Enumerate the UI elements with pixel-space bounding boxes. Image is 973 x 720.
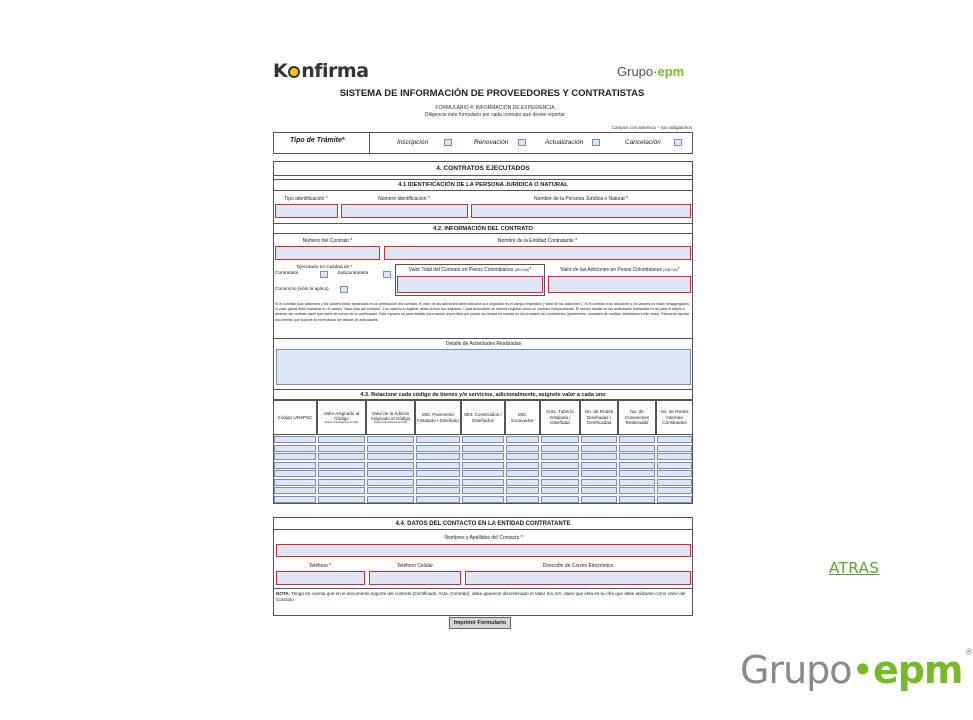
tramite-actualizacion-checkbox[interactable] xyxy=(592,139,600,146)
table-cell-input[interactable] xyxy=(541,462,579,469)
numero-contrato-label: Número del Contrato * xyxy=(302,238,353,244)
table-cell-input[interactable] xyxy=(541,496,579,503)
table-cell-input[interactable] xyxy=(416,436,460,443)
table-cell-input[interactable] xyxy=(541,436,579,443)
table-cell-input[interactable] xyxy=(506,479,539,486)
section-4-title: 4. CONTRATOS EJECUTADOS xyxy=(273,161,693,176)
table-header-label: No. de Redes Diseñadas / Certificadas xyxy=(584,409,614,426)
table-cell-input[interactable] xyxy=(274,462,316,469)
print-form-button[interactable]: Imprimir Formulario xyxy=(449,617,511,629)
valor-adiciones-label: Valor de las Adiciones en Pesos Colombianos (SIN IVA)* xyxy=(560,267,680,273)
table-cell-input[interactable] xyxy=(506,436,539,443)
table-cell-input[interactable] xyxy=(619,496,655,503)
divider xyxy=(273,588,693,589)
table-cell-input[interactable] xyxy=(619,470,655,477)
ejecutado-label: Ejecutado en Calidad de * xyxy=(297,265,353,270)
valor-total-label: Valor Total del Contrato en Pesos Colombianos (SIN IVA)* xyxy=(408,267,532,273)
entidad-contratante-field[interactable] xyxy=(384,246,691,260)
tramite-renovacion-checkbox[interactable] xyxy=(518,139,526,146)
table-cell-input[interactable] xyxy=(462,453,504,460)
tramite-option-label: Cancelación xyxy=(625,139,661,146)
konfirma-logo-ring xyxy=(288,66,300,78)
table-header-cell xyxy=(415,400,461,435)
tramite-cancelacion-checkbox[interactable] xyxy=(674,139,682,146)
table-header-cell xyxy=(618,400,656,435)
table-cell-input[interactable] xyxy=(619,453,655,460)
table-cell-input[interactable] xyxy=(462,436,504,443)
valor-adiciones-field[interactable] xyxy=(548,276,691,293)
table-cell-input[interactable] xyxy=(506,487,539,494)
table-cell-input[interactable] xyxy=(367,445,414,452)
table-cell-input[interactable] xyxy=(462,496,504,503)
table-cell-input[interactable] xyxy=(318,453,365,460)
table-header-label: Mt3. Construidos / Diseñados xyxy=(464,412,502,423)
form-title: SISTEMA DE INFORMACIÓN DE PROVEEDORES Y CONTRATISTAS xyxy=(339,88,645,99)
grupo-epm-small-logo: Grupo·epm xyxy=(617,64,685,79)
table-cell-input[interactable] xyxy=(367,462,414,469)
table-cell-input[interactable] xyxy=(274,496,316,503)
table-cell-input[interactable] xyxy=(657,436,692,443)
telefono-field[interactable] xyxy=(276,571,365,585)
table-header-label: No. de Conexiones Realizadas xyxy=(624,409,650,426)
table-cell-input[interactable] xyxy=(506,496,539,503)
table-cell-input[interactable] xyxy=(506,462,539,469)
table-header-label: Valor de la Adición Asignado al Código xyxy=(370,410,411,421)
table-header-cell xyxy=(273,400,317,435)
adiciones-instructions: Si el contrato tuvo adiciones y los valores están separados en la certificación del contrato, el valor de las adiciones debe indicarse por separado en el campo respectivo ("valor de las adiciones"). Si el contrato tuvo adiciones y los valores no están desagregados, el valor global debe indicarse en el campo "valor total del contrato". Los valores a registrar deben incluir los reajustes. Cada renovación se deberá registrar como un contrato independiente. El campo detalle de las actividades realizadas no es para el objeto o alcance del contrato dado que estos se toman de la certificación. Este espacio es para detallar información específica que pueda ser tenida en cuenta en los procesos de contratación (parámetros, unidades de medida, cantidades entre otras). Recuerde aportar documento que soporte la información del detalle de actividades. xyxy=(275,302,690,322)
tramite-option-label: Actualización xyxy=(545,139,584,146)
table-cell-input[interactable] xyxy=(367,470,414,477)
table-cell-input[interactable] xyxy=(541,479,579,486)
correo-label: Dirección de Correo Electrónico xyxy=(542,563,614,569)
consorcio-checkbox[interactable] xyxy=(340,286,348,293)
table-cell-input[interactable] xyxy=(657,453,692,460)
table-cell-input[interactable] xyxy=(619,445,655,452)
table-header-subnote: Pesos Colombianos (sin IVA) xyxy=(324,421,359,425)
nombre-contacto-field[interactable] xyxy=(276,544,691,557)
valor-total-field[interactable] xyxy=(397,276,543,293)
tramite-option-label: Renovación xyxy=(474,139,509,146)
table-header-cell xyxy=(317,400,366,435)
tramite-option-label: Inscripción xyxy=(397,139,429,146)
table-cell-input[interactable] xyxy=(318,496,365,503)
table-header-cell xyxy=(580,400,618,435)
form-name: FORMULARIO 4: INFORMACIÓN DE EXPERIENCIA xyxy=(435,105,555,111)
table-cell-input[interactable] xyxy=(462,445,504,452)
table-cell-input[interactable] xyxy=(367,453,414,460)
telefono-label: Teléfono * xyxy=(308,563,332,569)
table-cell-input[interactable] xyxy=(274,436,316,443)
telefono-celular-label: Teléfono Celular xyxy=(396,563,434,569)
table-cell-input[interactable] xyxy=(318,445,365,452)
table-cell-input[interactable] xyxy=(657,479,692,486)
table-cell-input[interactable] xyxy=(581,487,617,494)
tipo-identificacion-field[interactable] xyxy=(275,204,338,218)
table-cell-input[interactable] xyxy=(274,445,316,452)
table-cell-input[interactable] xyxy=(416,479,460,486)
table-cell-input[interactable] xyxy=(416,487,460,494)
table-cell-input[interactable] xyxy=(274,479,316,486)
codes-table xyxy=(273,400,693,504)
contact-note: NOTA: Tenga en cuenta que en el documento soporte del contrato (Certificado, Acta, Contrato), debe aparecer discriminado el Valor Sin IVA, dado que ésta es la cifra que debe utilizarse como Valor del Contrato xyxy=(276,591,686,602)
table-header-label: Código UNSPSC xyxy=(277,414,313,420)
section-42-title: 4.2. INFORMACIÓN DEL CONTRATO xyxy=(273,223,693,234)
ejecutado-calidad-block xyxy=(275,265,395,276)
table-header-cell xyxy=(540,400,580,435)
contratista-label: Contratista xyxy=(275,270,299,276)
grupo-epm-logo: Grupo•epm ® xyxy=(740,648,973,692)
table-cell-input[interactable] xyxy=(367,496,414,503)
table-cell-input[interactable] xyxy=(581,462,617,469)
table-cell-input[interactable] xyxy=(657,487,692,494)
form-subtitle xyxy=(330,105,660,118)
table-cell-input[interactable] xyxy=(619,479,655,486)
table-header-label: No. de Redes Internas Construidas xyxy=(660,409,689,426)
table-header-cell xyxy=(461,400,505,435)
table-cell-input[interactable] xyxy=(581,496,617,503)
section-41-title: 4.1 IDENTIFICACIÓN DE LA PERSONA JURÍDICA O NATURAL xyxy=(273,179,693,191)
table-cell-input[interactable] xyxy=(367,487,414,494)
table-cell-input[interactable] xyxy=(657,462,692,469)
table-cell-input[interactable] xyxy=(506,470,539,477)
entidad-contratante-label: Nombre de la Entidad Contratante * xyxy=(497,238,578,244)
table-cell-input[interactable] xyxy=(581,470,617,477)
divider xyxy=(273,338,693,339)
table-header-cell xyxy=(505,400,540,435)
correo-field[interactable] xyxy=(465,571,691,585)
table-header-label: Mt3. Pavimento Instalado / Diseñado xyxy=(417,412,459,423)
detalle-actividades-label: Detalle de Actividades Realizadas xyxy=(445,341,522,347)
table-cell-input[interactable] xyxy=(581,436,617,443)
numero-identificacion-field[interactable] xyxy=(341,204,468,218)
table-header-cell xyxy=(656,400,693,435)
table-cell-input[interactable] xyxy=(657,470,692,477)
nombre-persona-field[interactable] xyxy=(471,204,691,218)
table-header-label: Kms. Tubería Instalada / Diseñada xyxy=(546,409,574,426)
section-44-title: 4.4. DATOS DEL CONTACTO EN LA ENTIDAD CONTRATANTE xyxy=(273,517,693,530)
table-cell-input[interactable] xyxy=(318,487,365,494)
tipo-identificacion-label: Tipo Identificación * xyxy=(284,196,328,202)
table-cell-input[interactable] xyxy=(581,479,617,486)
subcontratista-checkbox[interactable] xyxy=(383,271,391,278)
consorcio-label: Consorcio (sólo si aplica) xyxy=(275,287,329,292)
table-cell-input[interactable] xyxy=(416,496,460,503)
konfirma-logo: K nfirma xyxy=(273,60,369,82)
table-cell-input[interactable] xyxy=(581,453,617,460)
nombre-contacto-label: Nombres y Apellidos del Contacto * xyxy=(444,535,523,541)
form-instructions: Diligencie este formulario por cada contrato que desee reportar xyxy=(424,111,566,118)
table-cell-input[interactable] xyxy=(274,487,316,494)
table-cell-input[interactable] xyxy=(318,479,365,486)
contratista-checkbox[interactable] xyxy=(320,271,328,278)
table-cell-input[interactable] xyxy=(619,436,655,443)
table-cell-input[interactable] xyxy=(541,470,579,477)
table-cell-input[interactable] xyxy=(318,462,365,469)
table-cell-input[interactable] xyxy=(416,445,460,452)
table-cell-input[interactable] xyxy=(619,487,655,494)
table-cell-input[interactable] xyxy=(506,453,539,460)
table-cell-input[interactable] xyxy=(541,445,579,452)
tramite-label: Tipo de Trámite* xyxy=(290,137,345,144)
table-cell-input[interactable] xyxy=(318,436,365,443)
table-header-subnote: Pesos Colombianos (sin IVA) xyxy=(373,421,408,425)
table-cell-input[interactable] xyxy=(274,453,316,460)
table-cell-input[interactable] xyxy=(367,479,414,486)
table-cell-input[interactable] xyxy=(416,470,460,477)
table-cell-input[interactable] xyxy=(657,445,692,452)
table-cell-input[interactable] xyxy=(541,487,579,494)
table-header-label: Valor Asignado al Código xyxy=(323,410,360,421)
table-cell-input[interactable] xyxy=(462,479,504,486)
table-header-label: Mt3. Excavados xyxy=(511,412,534,423)
table-cell-input[interactable] xyxy=(274,470,316,477)
subcontratista-label: Subcontratista xyxy=(337,270,369,276)
required-note: Campos con asterisco * son obligatorios xyxy=(611,125,692,130)
atras-link[interactable]: ATRAS xyxy=(829,559,880,577)
table-cell-input[interactable] xyxy=(506,445,539,452)
table-cell-input[interactable] xyxy=(367,436,414,443)
table-cell-input[interactable] xyxy=(416,453,460,460)
table-cell-input[interactable] xyxy=(541,453,579,460)
table-cell-input[interactable] xyxy=(318,470,365,477)
table-cell-input[interactable] xyxy=(462,462,504,469)
numero-identificacion-label: Número Identificación * xyxy=(378,196,430,202)
table-cell-input[interactable] xyxy=(462,487,504,494)
detalle-actividades-field[interactable] xyxy=(276,349,691,385)
table-cell-input[interactable] xyxy=(619,462,655,469)
tramite-inscripcion-checkbox[interactable] xyxy=(444,139,452,146)
table-cell-input[interactable] xyxy=(657,496,692,503)
numero-contrato-field[interactable] xyxy=(275,246,380,260)
table-cell-input[interactable] xyxy=(581,445,617,452)
table-cell-input[interactable] xyxy=(416,462,460,469)
telefono-celular-field[interactable] xyxy=(369,571,461,585)
section-43-title: 4.3. Relacione cada código de bienes y/o servicios, adicionalmente, asignele valor a cada uno xyxy=(273,389,693,400)
table-cell-input[interactable] xyxy=(462,470,504,477)
nombre-persona-label: Nombre de la Persona Jurídica o Natural * xyxy=(534,196,628,202)
table-header-cell xyxy=(366,400,415,435)
